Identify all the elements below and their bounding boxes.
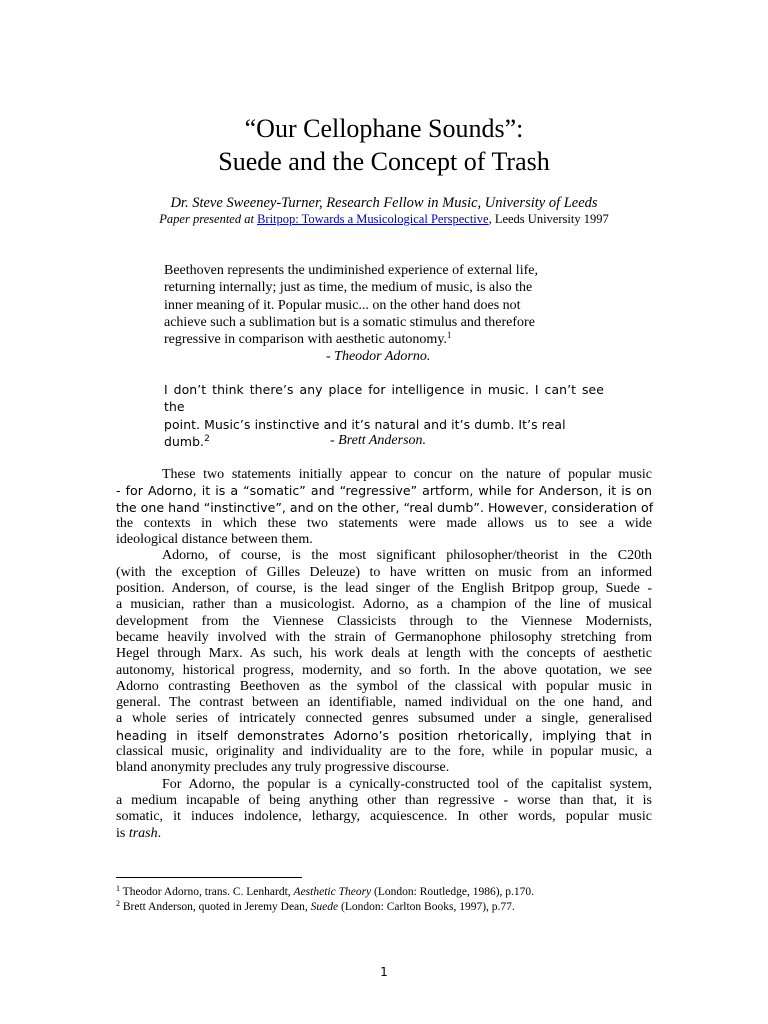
footnote-separator bbox=[116, 877, 302, 878]
title-line-1: “Our Cellophane Sounds”: bbox=[244, 114, 524, 143]
body-line: the one hand “instinctive”, and on the other, “real dumb”. However, consideration of bbox=[116, 499, 654, 515]
quote-line: point. Music’s instinctive and it’s natural and it’s dumb. It’s real bbox=[164, 416, 566, 432]
paper-title bbox=[0, 112, 768, 178]
quote-line: achieve such a sublimation but is a somatic stimulus and therefore bbox=[164, 314, 535, 330]
quote-line: I don’t think there’s any place for intelligence in music. I can’t see the bbox=[164, 382, 604, 415]
body-line: Adorno contrasting Beethoven as the symbol of the classical with popular music in bbox=[116, 678, 652, 694]
epigraph-adorno bbox=[164, 262, 604, 348]
body-line: bland anonymity precludes any truly progressive discourse. bbox=[116, 760, 450, 776]
body-line: (with the exception of Gilles Deleuze) to have written on music from an informed bbox=[116, 564, 652, 580]
quote-line: inner meaning of it. Popular music... on the other hand does not bbox=[164, 297, 521, 313]
conference-link[interactable]: Britpop: Towards a Musicological Perspective bbox=[257, 212, 489, 226]
body-line: a musician, rather than a musicologist. Adorno, as a champion of the line of musical bbox=[116, 597, 652, 613]
body-line: became heavily involved with the strain of Germanophone philosophy stretching from bbox=[116, 629, 652, 645]
quote-line: returning internally; just as time, the medium of music, is also the bbox=[164, 280, 533, 296]
presented-suffix: , Leeds University 1997 bbox=[488, 212, 609, 226]
author-byline: Dr. Steve Sweeney-Turner, Research Fellow in Music, University of Leeds bbox=[170, 195, 598, 211]
emphasis-trash: trash bbox=[128, 825, 158, 841]
body-line: ideological distance between them. bbox=[116, 532, 313, 548]
footnotes bbox=[116, 885, 652, 914]
body-line bbox=[116, 826, 652, 842]
footnote-1 bbox=[116, 885, 652, 900]
quote-line: Beethoven represents the undiminished experience of external life, bbox=[164, 263, 538, 278]
presented-prefix: Paper presented at bbox=[159, 212, 258, 226]
footnote-work-title: Suede bbox=[310, 900, 339, 913]
body-line: autonomy, historical progress, modernity, and so forth. In the above quotation, we see bbox=[116, 662, 652, 678]
footnote-text: Theodor Adorno, trans. C. Lenhardt, bbox=[120, 886, 294, 898]
quote-text: regressive in comparison with aesthetic autonomy. bbox=[164, 332, 447, 348]
body-line: Hegel through Marx. As such, his work deals at length with the concepts of aesthetic bbox=[116, 646, 652, 662]
body-line: classical music, originality and individuality are to the fore, while in popular music, a bbox=[116, 744, 652, 760]
epigraph-attribution-anderson: - Brett Anderson. bbox=[330, 433, 427, 448]
body-line: For Adorno, the popular is a cynically-constructed tool of the capitalist system, bbox=[162, 776, 652, 792]
body-line: a whole series of intricately connected genres subsumed under a single, generalised bbox=[116, 711, 652, 727]
body-line: the contexts in which these two statements were made allows us to see a wide bbox=[116, 515, 652, 531]
footnote-text: (London: Carlton Books, 1997), p.77. bbox=[338, 900, 515, 913]
body-line: These two statements initially appear to concur on the nature of popular music bbox=[162, 467, 652, 482]
body-line: Adorno, of course, is the most significant philosopher/theorist in the C20th bbox=[162, 548, 652, 564]
body-line: development from the Viennese Classicists through to the Viennese Modernists, bbox=[116, 613, 652, 629]
presentation-note bbox=[0, 211, 768, 227]
body-text-run: . bbox=[157, 825, 162, 841]
epigraph-attribution-adorno: - Theodor Adorno. bbox=[326, 349, 431, 364]
body-line: heading in itself demonstrates Adorno’s position rhetorically, implying that in bbox=[116, 727, 652, 743]
quote-line bbox=[164, 331, 604, 348]
body-text-run: is bbox=[116, 825, 129, 841]
body-text bbox=[116, 467, 652, 842]
footnote-text: (London: Routledge, 1986), p.170. bbox=[371, 886, 535, 898]
footnote-number: 1 bbox=[116, 884, 120, 893]
footnote-marker[interactable]: 1 bbox=[446, 330, 452, 341]
body-line: somatic, it induces indolence, lethargy, acquiescence. In other words, popular music bbox=[116, 809, 652, 825]
title-line-2: Suede and the Concept of Trash bbox=[218, 147, 550, 176]
footnote-work-title: Aesthetic Theory bbox=[293, 886, 372, 898]
body-line: - for Adorno, it is a “somatic” and “regressive” artform, while for Anderson, it is on bbox=[116, 483, 652, 499]
footnote-number: 2 bbox=[116, 898, 120, 908]
body-line: general. The contrast between an identifiable, named individual on the one hand, and bbox=[116, 695, 652, 711]
footnote-text: Brett Anderson, quoted in Jeremy Dean, bbox=[120, 900, 311, 913]
footnote-2 bbox=[116, 900, 652, 915]
footnote-marker[interactable]: 2 bbox=[204, 433, 210, 444]
body-line: a medium incapable of being anything other than regressive - worse than that, it is bbox=[116, 792, 652, 808]
body-line: position. Anderson, of course, is the lead singer of the English Britpop group, Suede - bbox=[116, 581, 652, 597]
page-number: 1 bbox=[380, 965, 388, 979]
quote-text: dumb. bbox=[164, 433, 205, 449]
